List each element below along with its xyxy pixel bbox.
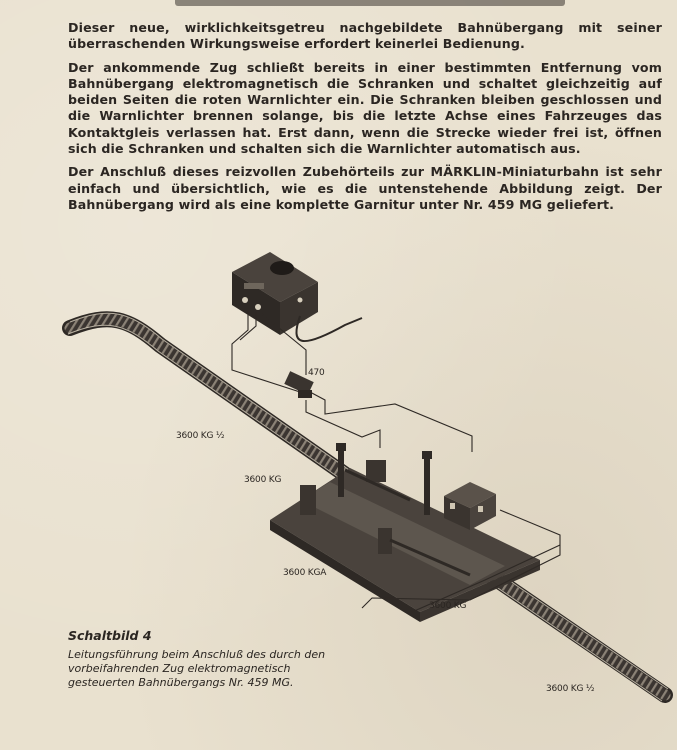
cropped-heading-remnant <box>175 0 565 6</box>
figure-caption <box>68 628 328 689</box>
paragraph-intro: Dieser neue, wirklichkeitsgetreu nachgebildete Bahnübergang mit seiner überraschenden Wirkungsweise erfordert keinerlei Bedienung. <box>68 20 662 52</box>
label-track-kg-upper: 3600 KG <box>244 475 282 485</box>
label-track-kg-lower: 3600 KG <box>429 601 467 611</box>
paragraph-function: Der ankommende Zug schließt bereits in einer bestimmten Entfernung vom Bahnübergang elektromagnetisch die Schranken und schaltet gleichzeitig auf beiden Seiten die roten Warnlichter ein. Die Schranken bleiben geschlossen und die Warnlichter brennen solange, bis die letzte Achse eines Fahrzeuges das Kontaktgleis verlassen hat. Erst dann, wenn die Strecke wieder frei ist, öffnen sich die Schranken und schalten sich die Warnlichter automatisch aus. <box>68 59 662 157</box>
label-track-half-left: 3600 KG ½ <box>176 431 225 441</box>
article-text <box>68 20 662 220</box>
label-track-kga: 3600 KGA <box>283 568 327 578</box>
paragraph-connection: Der Anschluß dieses reizvollen Zubehörteils zur MÄRKLIN-Miniaturbahn ist sehr einfach und übersichtlich, wie es die untenstehende Abbildung zeigt. Der Bahnübergang wird als eine komplette Garnitur unter Nr. 459 MG geliefert. <box>68 164 662 212</box>
label-track-half-right: 3600 KG ½ <box>546 684 595 694</box>
label-contact-470: 470 <box>308 368 325 378</box>
caption-text: Leitungsführung beim Anschluß des durch den vorbeifahrenden Zug elektromagnetisch gesteuerten Bahnübergangs Nr. 459 MG. <box>68 648 326 689</box>
control-box <box>232 252 362 341</box>
caption-title: Schaltbild 4 <box>68 628 152 643</box>
